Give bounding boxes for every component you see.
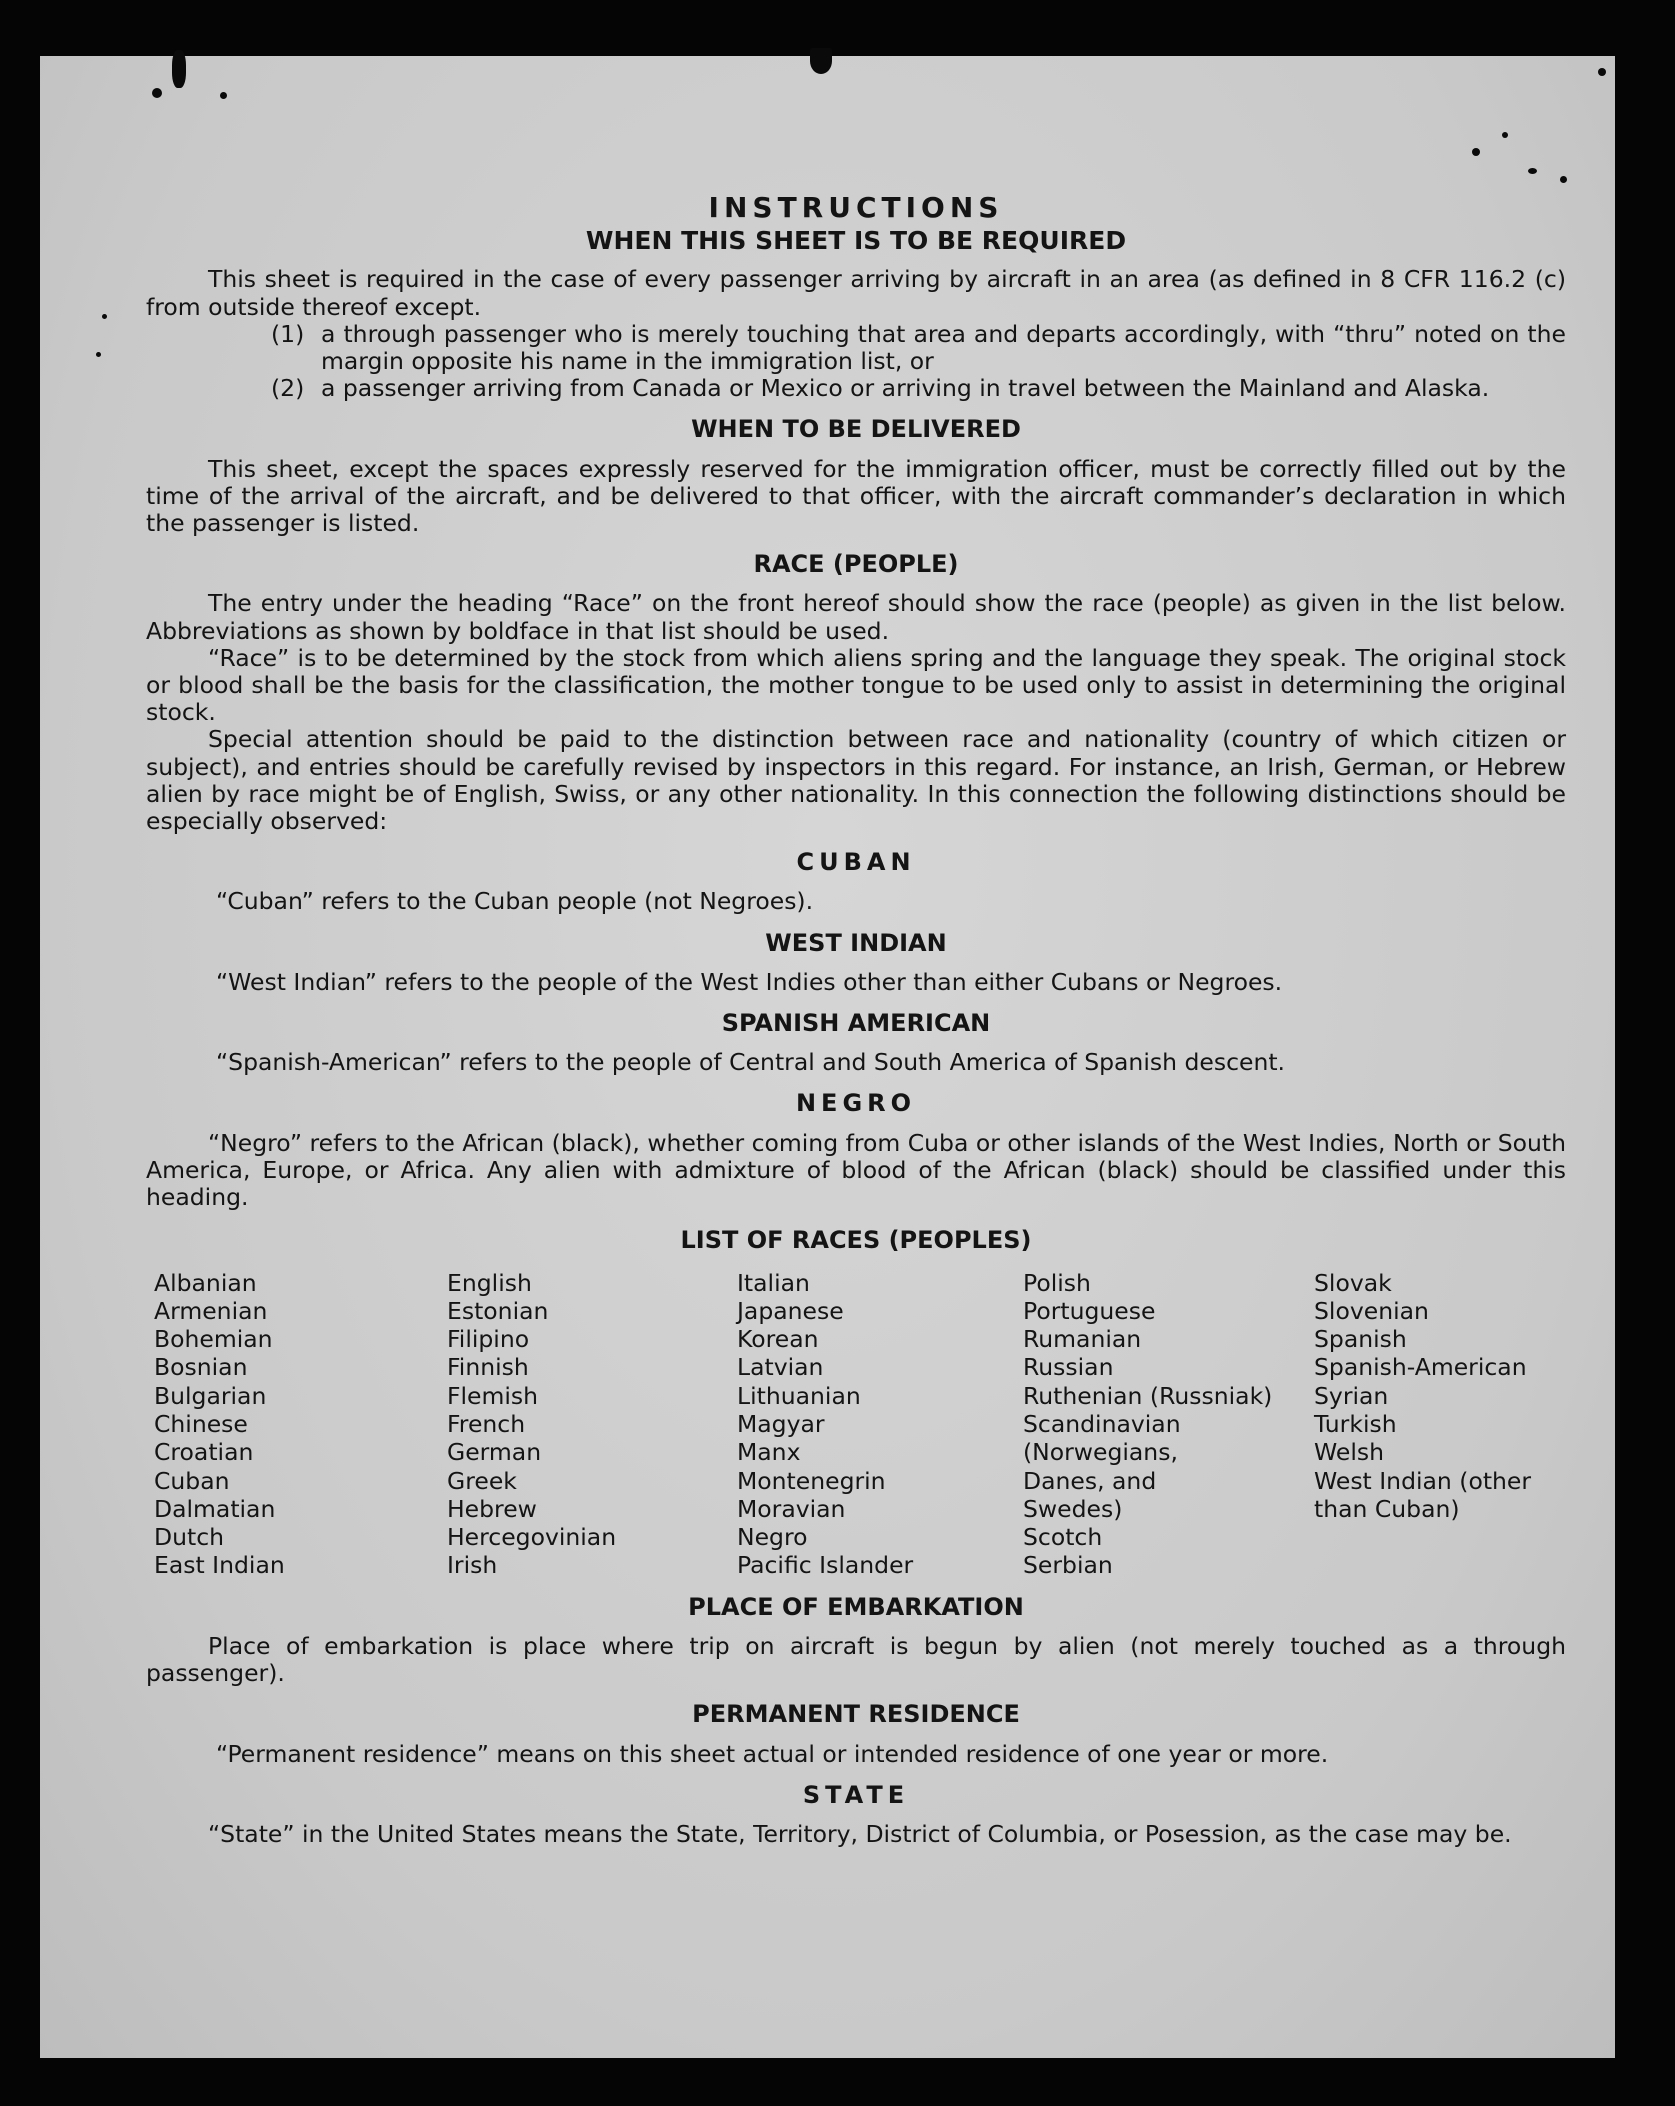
races-column — [1314, 1269, 1574, 1580]
heading-state: STATE — [802, 1780, 910, 1809]
heading-negro: NEGRO — [795, 1089, 917, 1118]
race-entry: Hercegovinian — [447, 1523, 617, 1552]
race-entry: Dutch — [154, 1523, 225, 1552]
race-entry: Armenian — [154, 1296, 268, 1325]
race-entry: Dalmatian — [154, 1494, 276, 1523]
heading-race: RACE (PEOPLE) — [753, 550, 959, 579]
embarkation-definition: Place of embarkation is place where trip on aircraft is begun by alien (not merely touched as a through passenger). — [146, 1631, 1566, 1688]
race-paragraph-3: Special attention should be paid to the distinction between race and nationality (country of which citizen or subject), and entries should be carefully revised by inspectors in this regard. For instance, an Irish, German, or Hebrew alien by race might be of English, Swiss, or any other nationality. In this connection the following distinctions should be especially observed: — [146, 725, 1566, 836]
race-entry: Bulgarian — [154, 1381, 267, 1410]
race-entry: Cuban — [154, 1466, 230, 1495]
race-entry: English — [447, 1268, 532, 1297]
race-entry: Polish — [1023, 1268, 1091, 1297]
race-entry: Pacific Islander — [737, 1551, 914, 1580]
race-entry: Spanish-American — [1314, 1353, 1527, 1382]
punch-mark — [172, 50, 186, 88]
races-list — [154, 1269, 1566, 1580]
heading-spanish-american: SPANISH AMERICAN — [721, 1009, 991, 1038]
race-entry: Spanish — [1314, 1325, 1407, 1354]
races-column — [447, 1269, 737, 1580]
race-entry: Syrian — [1314, 1381, 1389, 1410]
race-entry: Scandinavian (Norwegians, Danes, and Swedes) — [1023, 1409, 1181, 1523]
list-item-text: a passenger arriving from Canada or Mexico or arriving in travel between the Mainland and Alaska. — [321, 374, 1490, 403]
list-item-number: (2) — [271, 374, 305, 403]
punch-mark — [96, 352, 101, 357]
race-entry: Russian — [1023, 1353, 1114, 1382]
punch-mark — [1472, 148, 1480, 156]
race-entry: Moravian — [737, 1494, 846, 1523]
race-entry: German — [447, 1438, 542, 1467]
race-entry: Montenegrin — [737, 1466, 886, 1495]
race-paragraph-1: The entry under the heading “Race” on the front hereof should show the race (people) as given in the list below. Abbreviations as shown by boldface in that list should be used. — [146, 589, 1566, 645]
document-sheet — [40, 48, 1615, 2058]
spanish-american-definition: “Spanish-American” refers to the people of Central and South America of Spanish descent. — [216, 1048, 1286, 1077]
races-column — [737, 1269, 1023, 1580]
heading-west-indian: WEST INDIAN — [765, 928, 947, 957]
races-column — [1023, 1269, 1314, 1580]
race-entry: Chinese — [154, 1409, 248, 1438]
race-entry: Welsh — [1314, 1438, 1384, 1467]
page-title: INSTRUCTIONS — [708, 191, 1004, 224]
race-entry: Hebrew — [447, 1494, 537, 1523]
race-entry: Turkish — [1314, 1409, 1397, 1438]
negro-definition: “Negro” refers to the African (black), whether coming from Cuba or other islands of the West Indies, North or South America, Europe, or Africa. Any alien with admixture of blood of the African (black) should be classified under this heading. — [146, 1128, 1566, 1212]
punch-mark — [1528, 168, 1537, 174]
race-entry: Filipino — [447, 1325, 530, 1354]
race-entry: Rumanian — [1023, 1325, 1142, 1354]
race-entry: Serbian — [1023, 1551, 1113, 1580]
race-entry: Italian — [737, 1268, 810, 1297]
race-entry: Latvian — [737, 1353, 824, 1382]
list-item — [271, 375, 1566, 402]
race-entry: Bosnian — [154, 1353, 248, 1382]
race-entry: Portuguese — [1023, 1296, 1156, 1325]
punch-mark — [1502, 132, 1508, 138]
race-entry: East Indian — [154, 1551, 285, 1580]
heading-embarkation: PLACE OF EMBARKATION — [688, 1592, 1024, 1621]
race-entry: Japanese — [737, 1296, 844, 1325]
race-entry: Korean — [737, 1325, 819, 1354]
list-item — [271, 321, 1566, 375]
punch-mark — [810, 48, 832, 74]
punch-mark — [1598, 68, 1606, 76]
heading-when-delivered: WHEN TO BE DELIVERED — [691, 415, 1021, 444]
punch-mark — [152, 88, 162, 98]
state-definition: “State” in the United States means the State, Territory, District of Columbia, or Posession, as the case may be. — [208, 1819, 1512, 1848]
race-entry: Bohemian — [154, 1325, 273, 1354]
race-entry: Negro — [737, 1523, 808, 1552]
heading-list-of-races: LIST OF RACES (PEOPLES) — [680, 1226, 1032, 1255]
race-entry: West Indian (other than Cuban) — [1314, 1466, 1532, 1523]
punch-mark — [102, 314, 107, 319]
required-intro: This sheet is required in the case of every passenger arriving by aircraft in an area (as defined in 8 CFR 116.2 (c) from outside thereof except. — [146, 265, 1566, 321]
race-paragraph-2: “Race” is to be determined by the stock from which aliens spring and the language they speak. The original stock or blood shall be the basis for the classification, the mother tongue to be used only to assist in determining the original stock. — [146, 643, 1566, 727]
race-entry: Finnish — [447, 1353, 529, 1382]
race-entry: Lithuanian — [737, 1381, 861, 1410]
residence-definition: “Permanent residence” means on this sheet actual or intended residence of one year or more. — [216, 1739, 1329, 1768]
punch-mark — [220, 92, 227, 99]
race-entry: Estonian — [447, 1296, 549, 1325]
race-entry: Flemish — [447, 1381, 539, 1410]
delivered-text: This sheet, except the spaces expressly reserved for the immigration officer, must be correctly filled out by the time of the arrival of the aircraft, and be delivered to that officer, with the aircraft commander’s declaration in which the passenger is listed. — [146, 454, 1566, 538]
race-entry: French — [447, 1409, 526, 1438]
list-item-number: (1) — [271, 319, 305, 348]
race-entry: Albanian — [154, 1268, 257, 1297]
heading-permanent-residence: PERMANENT RESIDENCE — [692, 1700, 1020, 1729]
exception-list — [271, 321, 1566, 403]
cuban-definition: “Cuban” refers to the Cuban people (not Negroes). — [216, 887, 814, 916]
heading-cuban: CUBAN — [796, 848, 916, 877]
races-column — [154, 1269, 447, 1580]
race-entry: Scotch — [1023, 1523, 1103, 1552]
punch-mark — [1560, 176, 1567, 183]
race-entry: Ruthenian (Russniak) — [1023, 1381, 1273, 1410]
race-entry: Greek — [447, 1466, 517, 1495]
heading-when-required: WHEN THIS SHEET IS TO BE REQUIRED — [585, 226, 1127, 256]
race-entry: Irish — [447, 1551, 498, 1580]
race-entry: Croatian — [154, 1438, 254, 1467]
west-indian-definition: “West Indian” refers to the people of the West Indies other than either Cubans or Negroes. — [216, 967, 1283, 996]
list-item-text: a through passenger who is merely touching that area and departs accordingly, with “thru” noted on the margin opposite his name in the immigration list, or — [321, 319, 1566, 376]
race-entry: Slovenian — [1314, 1296, 1429, 1325]
race-entry: Manx — [737, 1438, 801, 1467]
instructions-body — [146, 191, 1566, 1848]
race-entry: Magyar — [737, 1409, 825, 1438]
race-entry: Slovak — [1314, 1268, 1392, 1297]
